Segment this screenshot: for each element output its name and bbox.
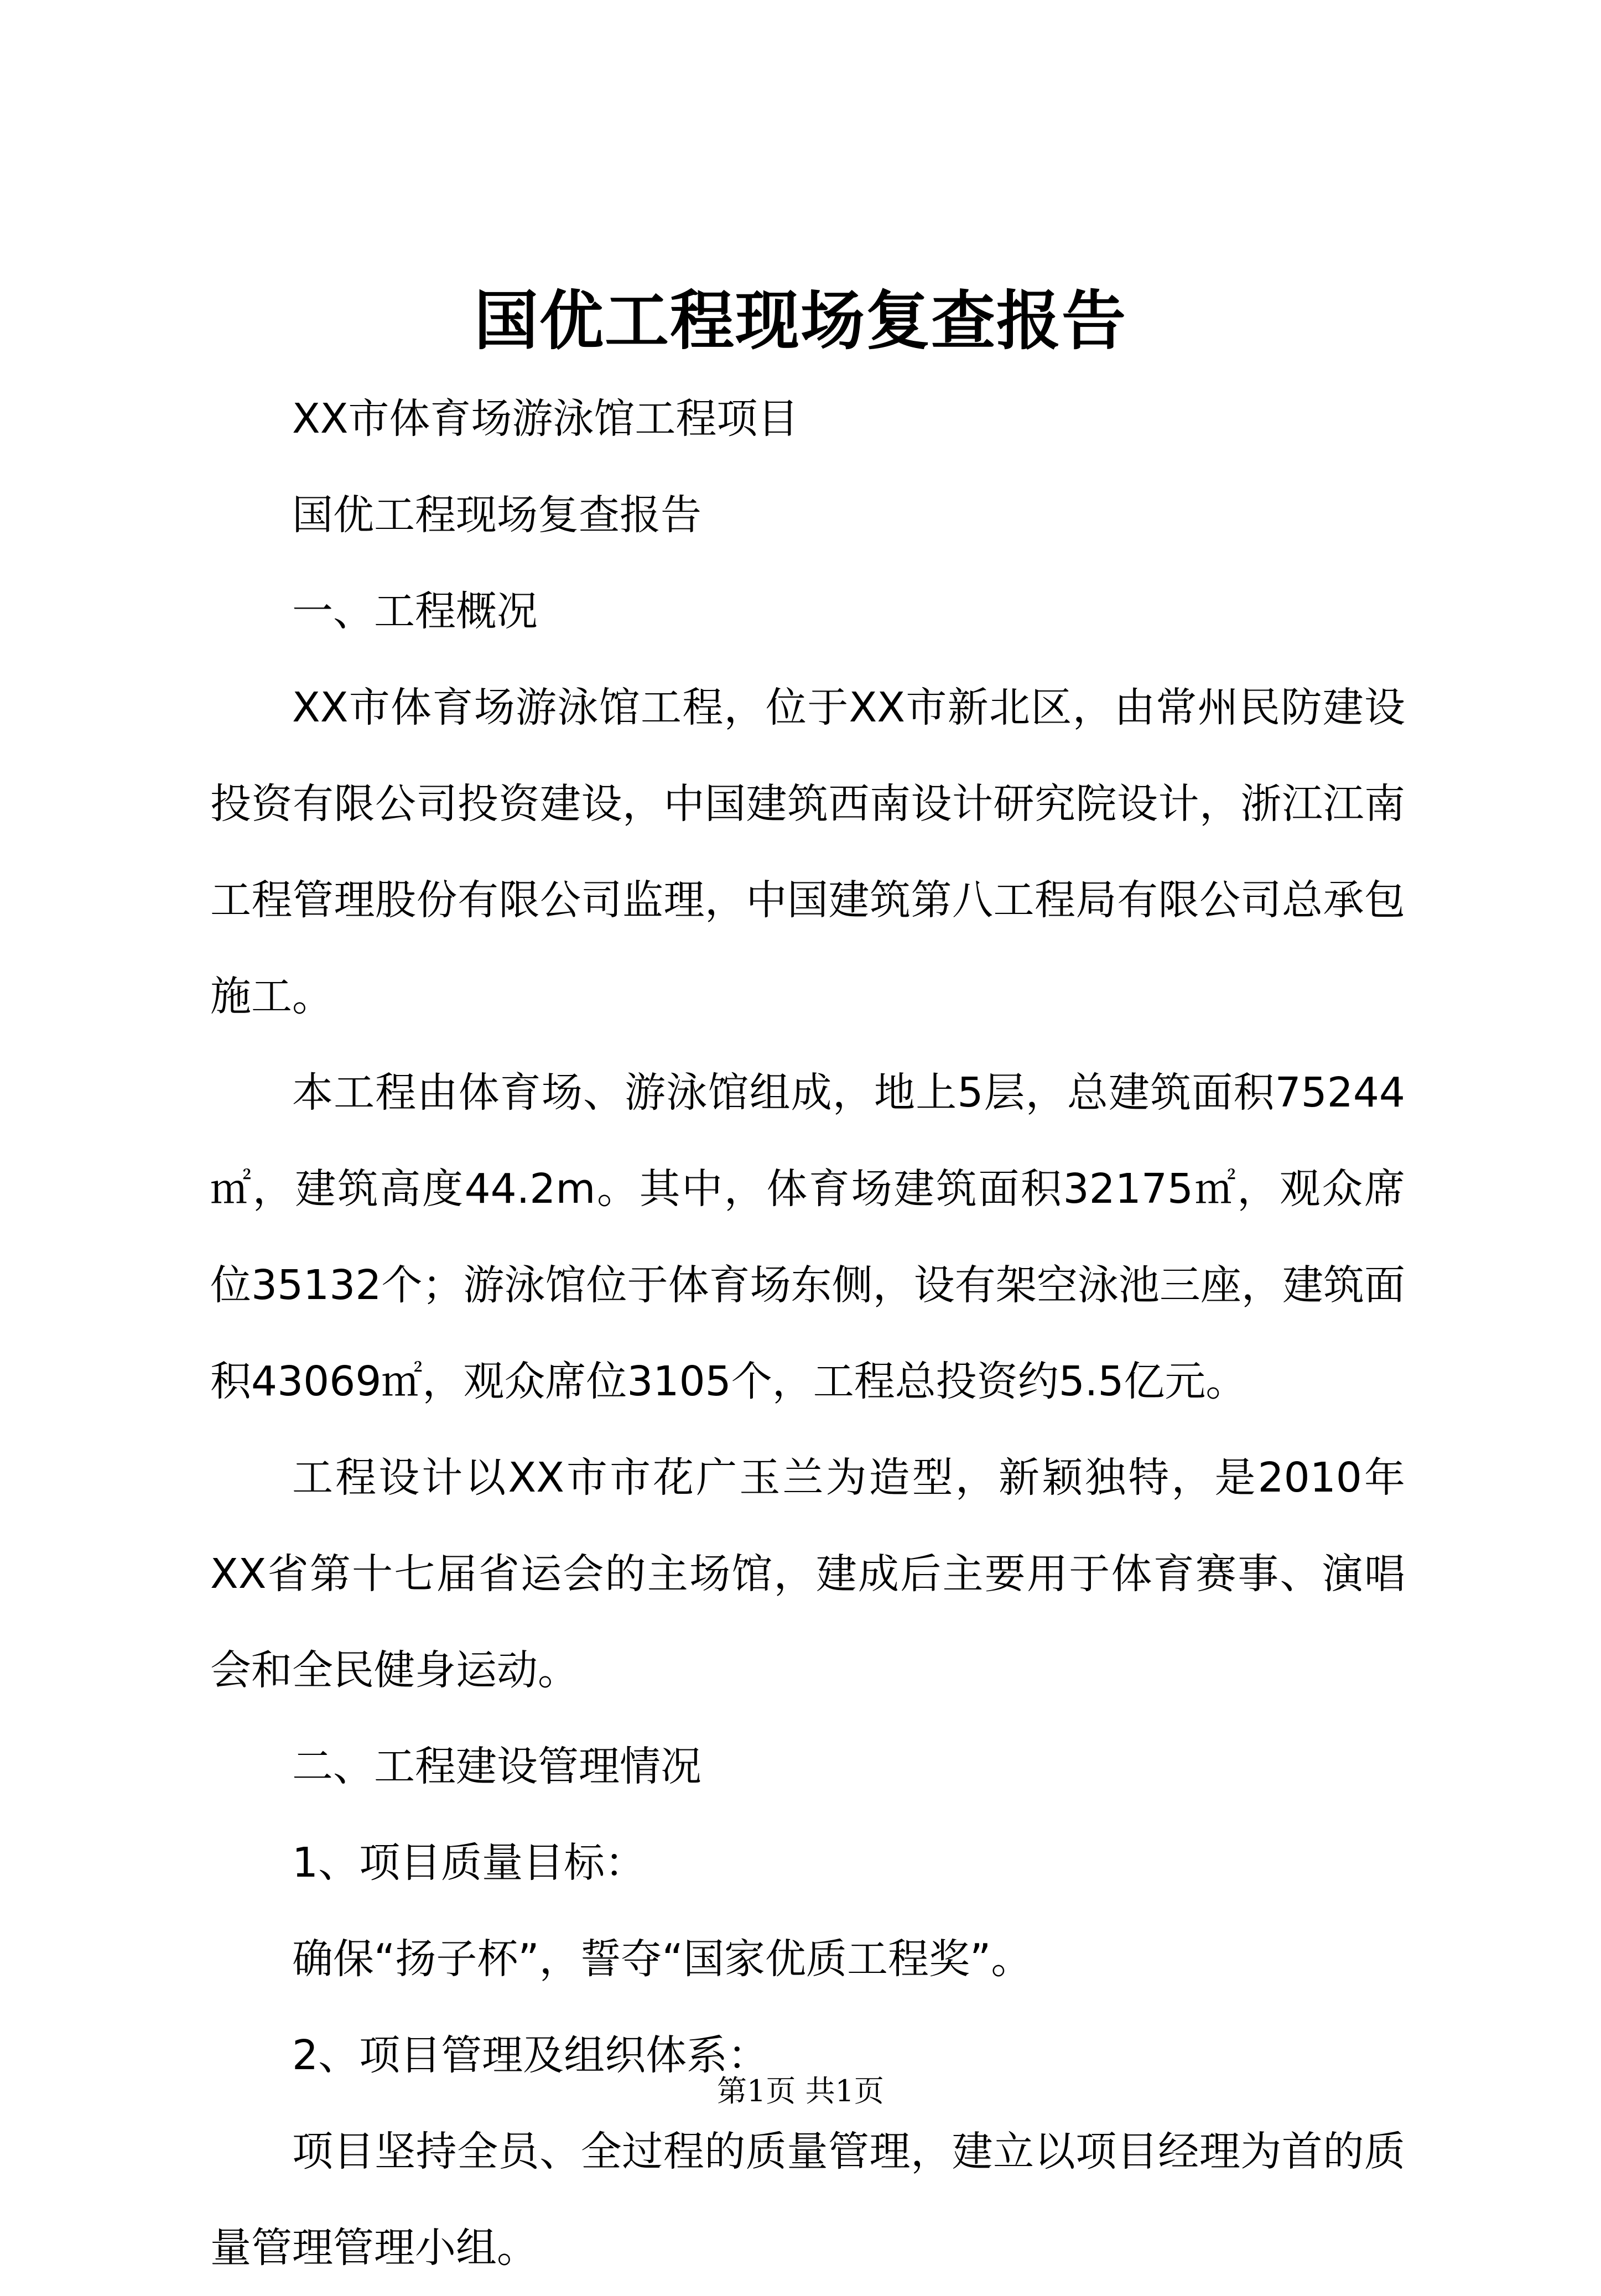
section-heading-management: 二、工程建设管理情况 — [292, 1743, 701, 1790]
document-title: 国优工程现场复查报告 — [474, 283, 1127, 359]
paragraph-report-name: 国优工程现场复查报告 — [292, 491, 701, 539]
paragraph-management-system: 项目坚持全员、全过程的质量管理，建立以项目经理为首的质量管理管理小组。 — [210, 2128, 1405, 2272]
subheading-quality-target: 1、项目质量目标： — [292, 1839, 646, 1887]
document-body — [210, 371, 1405, 2296]
paragraph-overview-design: 工程设计以XX市市花广玉兰为造型，新颖独特，是2010年XX省第十七届省运会的主场馆，建成后主要用于体育赛事、演唱会和全民健身运动。 — [210, 1454, 1405, 1694]
page-footer: 第1页 共1页 — [717, 2074, 884, 2108]
paragraph-quality-target: 确保“扬子杯”，誓夺“国家优质工程奖”。 — [292, 1935, 1032, 1983]
section-heading-overview: 一、工程概况 — [292, 588, 538, 635]
paragraph-overview-scale: 本工程由体育场、游泳馆组成，地上5层，总建筑面积75244㎡，建筑高度44.2m。其中，体育场建筑面积32175㎡，观众席位35132个；游泳馆位于体育场东侧，设有架空泳池三座，建筑面积43069㎡，观众席位3105个，工程总投资约5.5亿元。 — [210, 1069, 1405, 1405]
subheading-management-system: 2、项目管理及组织体系： — [292, 2032, 769, 2079]
paragraph-overview-location: XX市体育场游泳馆工程，位于XX市新北区，由常州民防建设投资有限公司投资建设，中国建筑西南设计研究院设计，浙江江南工程管理股份有限公司监理，中国建筑第八工程局有限公司总承包施工。 — [210, 684, 1405, 1020]
paragraph-project-name: XX市体育场游泳馆工程项目 — [292, 395, 799, 443]
